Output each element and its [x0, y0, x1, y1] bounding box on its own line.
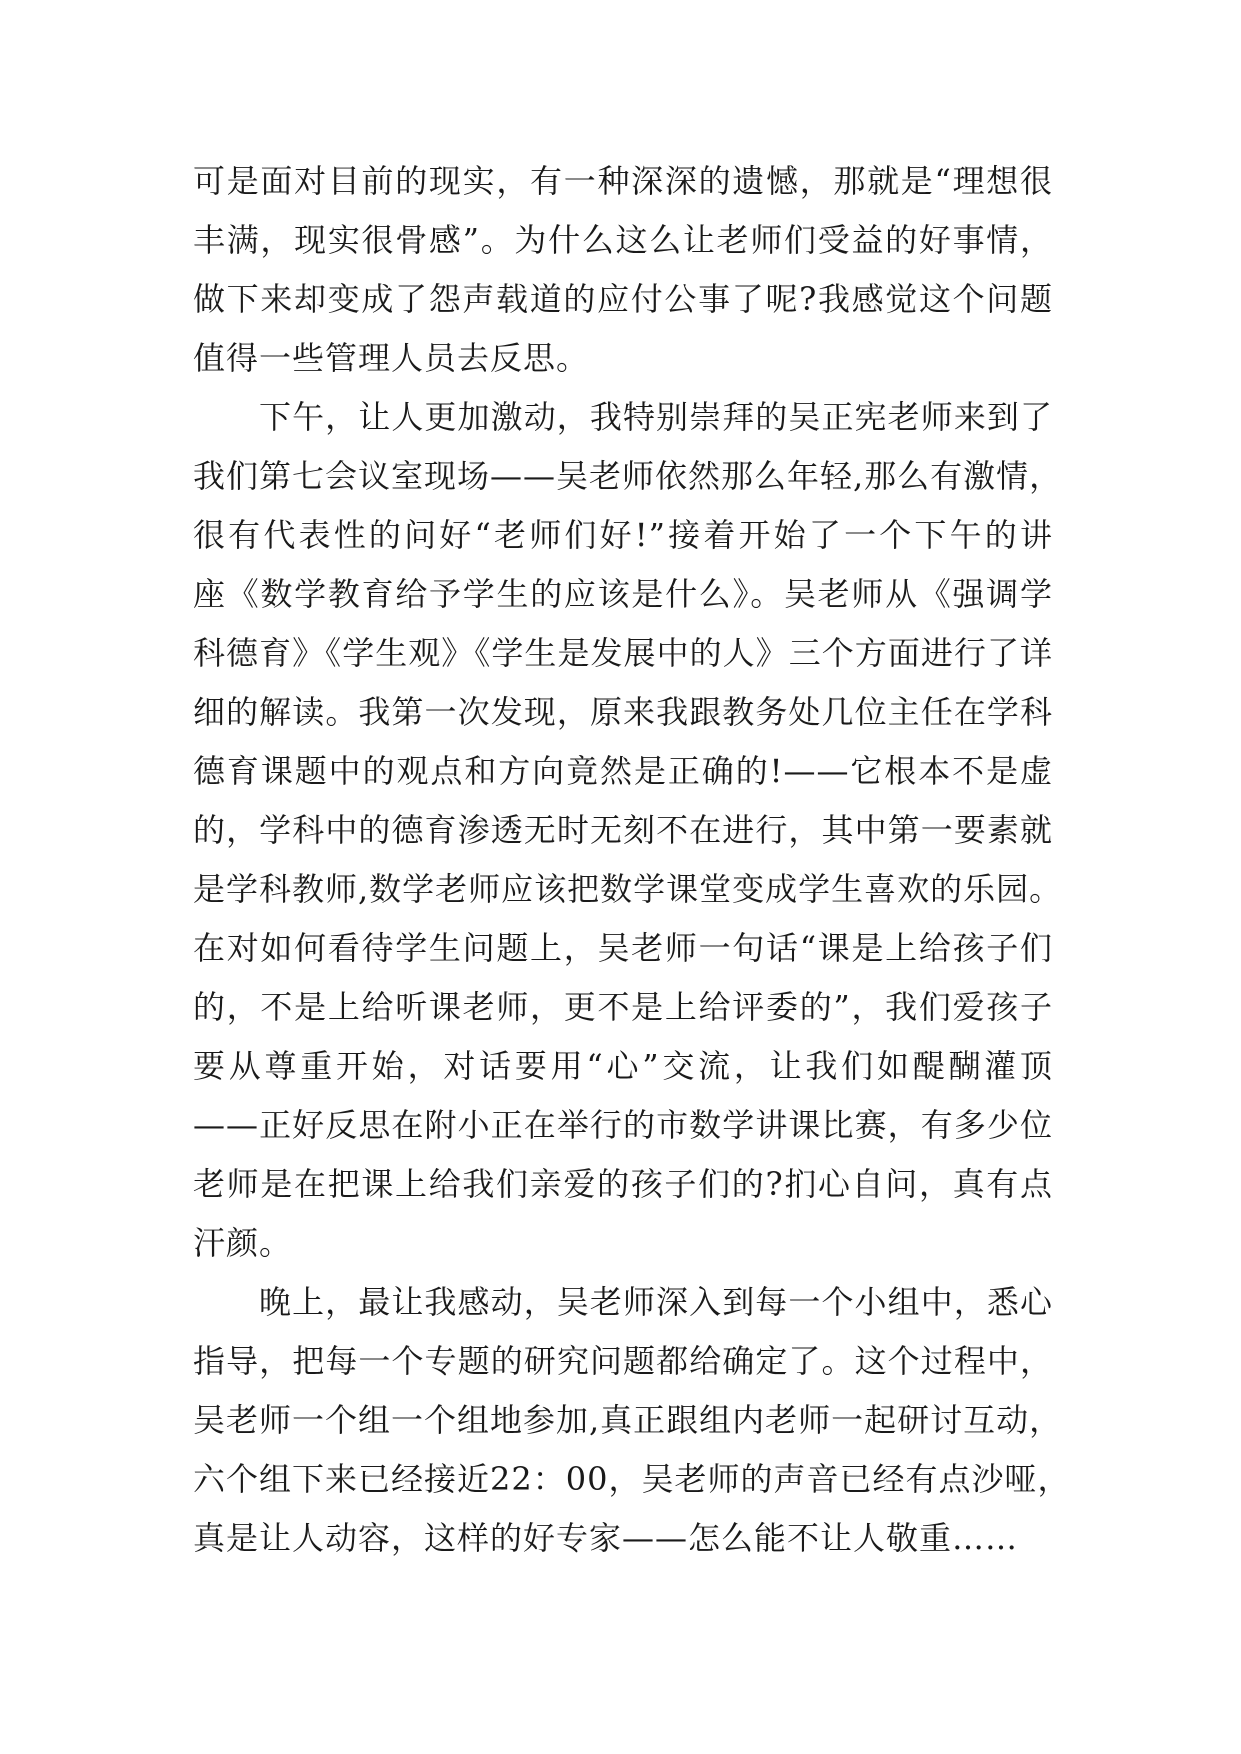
text-line: 做下来却变成了怨声载道的应付公事了呢?我感觉这个问题 — [193, 280, 1053, 318]
text-line: 值得一些管理人员去反思。 — [193, 339, 590, 377]
document-body — [193, 152, 1071, 1568]
text-line: 吴老师一个组一个组地参加,真正跟组内老师一起研讨互动， — [193, 1401, 1063, 1439]
paragraph-3 — [193, 1273, 1071, 1568]
text-line: ——正好反思在附小正在举行的市数学讲课比赛，有多少位 — [193, 1106, 1053, 1144]
text-line: 要从尊重开始，对话要用“心”交流，让我们如醍醐灌顶 — [193, 1047, 1053, 1085]
text-line: 指导，把每一个专题的研究问题都给确定了。这个过程中， — [193, 1342, 1053, 1380]
text-line: 的，学科中的德育渗透无时无刻不在进行，其中第一要素就 — [193, 811, 1053, 849]
text-line: 的，不是上给听课老师，更不是上给评委的”，我们爱孩子 — [193, 988, 1053, 1026]
text-line: 真是让人动容，这样的好专家——怎么能不让人敬重…… — [193, 1519, 1019, 1557]
text-line: 科德育》《学生观》《学生是发展中的人》三个方面进行了详 — [193, 634, 1053, 672]
text-line: 老师是在把课上给我们亲爱的孩子们的?扪心自问，真有点 — [193, 1165, 1053, 1203]
text-line: 可是面对目前的现实，有一种深深的遗憾，那就是“理想很 — [193, 162, 1053, 200]
paragraph-2 — [193, 388, 1063, 1273]
text-line: 细的解读。我第一次发现，原来我跟教务处几位主任在学科 — [193, 693, 1053, 731]
paragraph-1 — [193, 152, 1053, 388]
text-line: 我们第七会议室现场——吴老师依然那么年轻,那么有激情， — [193, 457, 1063, 495]
text-line: 德育课题中的观点和方向竟然是正确的!——它根本不是虚 — [193, 752, 1053, 790]
text-line: 六个组下来已经接近22：00，吴老师的声音已经有点沙哑， — [193, 1460, 1071, 1498]
text-line: 汗颜。 — [193, 1224, 293, 1262]
text-line: 座《数学教育给予学生的应该是什么》。吴老师从《强调学 — [193, 575, 1053, 613]
text-line: 晚上，最让我感动，吴老师深入到每一个小组中，悉心 — [259, 1283, 1053, 1321]
text-line: 在对如何看待学生问题上，吴老师一句话“课是上给孩子们 — [193, 929, 1053, 967]
text-line: 丰满，现实很骨感”。为什么这么让老师们受益的好事情， — [193, 221, 1053, 259]
text-line: 下午，让人更加激动，我特别崇拜的吴正宪老师来到了 — [259, 398, 1053, 436]
text-line: 很有代表性的问好“老师们好!”接着开始了一个下午的讲 — [193, 516, 1053, 554]
text-line: 是学科教师,数学老师应该把数学课堂变成学生喜欢的乐园。 — [193, 870, 1063, 908]
